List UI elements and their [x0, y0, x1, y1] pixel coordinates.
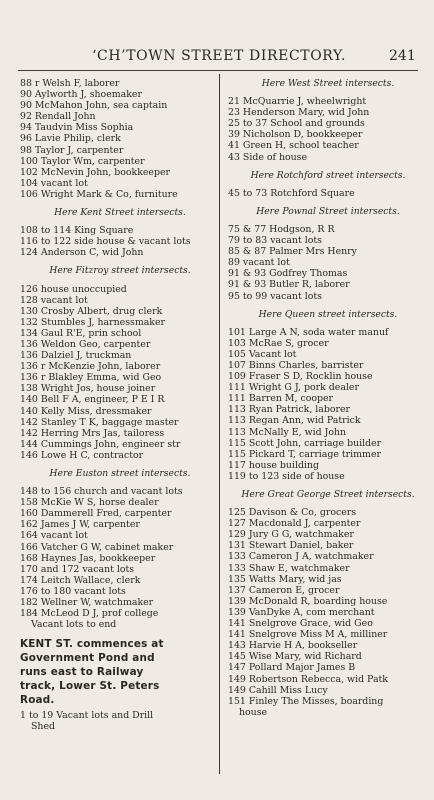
intersection-heading: Here Pownal Street intersects. — [256, 205, 400, 217]
street-heading-line: Government Pond and — [20, 652, 155, 665]
directory-entry: 113 McNally E, wid John — [228, 426, 347, 438]
directory-entry: 96 Lavie Philip, clerk — [20, 133, 121, 145]
directory-entry: 79 to 83 vacant lots — [228, 235, 322, 247]
directory-entry: 166 Vatcher G W, cabinet maker — [20, 541, 174, 553]
directory-entry: 174 Leitch Wallace, clerk — [20, 574, 141, 586]
directory-entry: 117 house building — [228, 459, 320, 471]
right-column — [228, 78, 428, 718]
directory-entry: 162 James J W, carpenter — [20, 519, 140, 531]
directory-entry: 139 McDonald R, boarding house — [228, 595, 388, 607]
directory-entry: 151 Finley The Misses, boarding — [228, 695, 384, 707]
directory-entry: 109 Fraser S D, Rocklin house — [228, 371, 373, 383]
directory-entry: 130 Crosby Albert, drug clerk — [20, 305, 163, 317]
directory-entry: 149 Cahill Miss Lucy — [228, 684, 328, 696]
directory-entry: 124 Anderson C, wid John — [20, 247, 144, 259]
intersection-heading: Here Great George Street intersects. — [241, 489, 415, 500]
directory-entry: 25 to 37 School and grounds — [228, 118, 365, 130]
directory-entry: 133 Cameron J A, watchmaker — [228, 551, 374, 563]
directory-entry: 91 & 93 Butler R, laborer — [228, 279, 350, 291]
intersection-heading: Here Rotchford street intersects. — [250, 169, 406, 181]
directory-entry: 147 Pollard Major James B — [228, 662, 356, 674]
directory-entry: 94 Taudvin Miss Sophia — [20, 122, 134, 134]
directory-entry: 101 Large A N, soda water manuf — [228, 326, 389, 338]
directory-entry: 149 Robertson Rebecca, wid Patk — [228, 673, 388, 685]
directory-entry: 103 McRae S, grocer — [228, 337, 329, 349]
directory-entry-continuation: house — [239, 706, 268, 718]
directory-entry: 127 Macdonald J, carpenter — [228, 518, 361, 530]
directory-entry: 88 r Welsh F, laborer — [20, 78, 120, 89]
directory-entry: 106 Wright Mark & Co, furniture — [20, 188, 178, 200]
directory-entry: 21 McQuarrie J, wheelwright — [228, 96, 367, 108]
directory-entry: 141 Snelgrove Miss M A, milliner — [228, 629, 388, 641]
directory-entry: 113 Regan Ann, wid Patrick — [228, 415, 361, 427]
directory-entry: 134 Gaul R'E, prin school — [20, 327, 142, 339]
intersection-heading: Here Fitzroy street intersects. — [49, 265, 191, 277]
street-heading-line: Road. — [20, 693, 55, 706]
directory-entry: 128 vacant lot — [20, 294, 88, 306]
directory-entry-continuation: Shed — [31, 721, 56, 733]
directory-entry: 41 Green H, school teacher — [228, 140, 359, 152]
directory-entry: 23 Henderson Mary, wid John — [228, 107, 370, 119]
directory-entry: 142 Stanley T K, baggage master — [20, 416, 179, 428]
directory-entry: 113 Ryan Patrick, laborer — [228, 404, 351, 416]
directory-entry: 160 Dammerell Fred, carpenter — [20, 508, 172, 520]
directory-entry: 184 McLeod D J, prof college — [20, 608, 159, 620]
directory-entry: 129 Jury G G, watchmaker — [228, 529, 354, 541]
directory-entry: 90 McMahon John, sea captain — [20, 100, 168, 112]
directory-entry: 136 r Blakley Emma, wid Geo — [20, 372, 162, 384]
directory-entry: 126 house unoccupied — [20, 283, 127, 295]
directory-entry: 75 & 77 Hodgson, R R — [228, 223, 335, 235]
directory-entry: 119 to 123 side of house — [228, 470, 345, 482]
street-heading-line: KENT ST. commences at — [20, 638, 164, 651]
directory-entry: 92 Rendall John — [20, 111, 96, 123]
page-number: 241 — [389, 48, 416, 64]
intersection-heading: Here Queen street intersects. — [258, 308, 398, 320]
street-heading-line: runs east to Railway — [20, 665, 144, 678]
directory-entry: 135 Watts Mary, wid jas — [228, 573, 342, 585]
directory-entry: 140 Kelly Miss, dressmaker — [20, 405, 152, 417]
directory-entry: 116 to 122 side house & vacant lots — [20, 236, 191, 248]
directory-entry: 111 Wright G J, pork dealer — [228, 382, 359, 394]
directory-entry: 100 Taylor Wm, carpenter — [20, 155, 145, 167]
page-title: ‘CH’TOWN STREET DIRECTORY. — [92, 48, 347, 64]
directory-entry: 125 Davison & Co, grocers — [228, 507, 357, 519]
directory-entry-continuation: Vacant lots to end — [31, 619, 117, 631]
directory-entry: 136 Weldon Geo, carpenter — [20, 338, 151, 350]
directory-entry: 170 and 172 vacant lots — [20, 563, 135, 575]
directory-entry: 45 to 73 Rotchford Square — [228, 187, 355, 199]
left-column — [20, 78, 220, 732]
directory-entry: 145 Wise Mary, wid Richard — [228, 651, 362, 663]
page-header — [0, 48, 434, 66]
directory-entry: 107 Binns Charles, barrister — [228, 359, 364, 371]
directory-entry: 143 Harvie H A, bookseller — [228, 640, 358, 652]
directory-entry: 105 Vacant lot — [228, 348, 297, 360]
directory-entry: 139 VanDyke A, com merchant — [228, 606, 375, 618]
directory-entry: 90 Aylworth J, shoemaker — [20, 89, 142, 101]
directory-entry: 148 to 156 church and vacant lots — [20, 486, 183, 498]
directory-entry: 132 Stumbles J, harnessmaker — [20, 316, 166, 328]
directory-entry: 39 Nicholson D, bookkeeper — [228, 129, 363, 141]
intersection-heading: Here Kent Street intersects. — [54, 207, 186, 219]
directory-entry: 140 Bell F A, engineer, P E I R — [20, 394, 165, 406]
street-heading-line: track, Lower St. Peters — [20, 679, 160, 692]
directory-entry: 1 to 19 Vacant lots and Drill — [20, 710, 154, 722]
directory-entry: 108 to 114 King Square — [20, 225, 134, 237]
directory-entry: 95 to 99 vacant lots — [228, 290, 322, 302]
directory-entry: 91 & 93 Godfrey Thomas — [228, 268, 348, 280]
directory-entry: 85 & 87 Palmer Mrs Henry — [228, 246, 357, 258]
directory-entry: 144 Cummings John, engineer str — [20, 438, 181, 450]
directory-entry: 176 to 180 vacant lots — [20, 585, 126, 597]
directory-entry: 43 Side of house — [228, 151, 308, 163]
directory-entry: 141 Snelgrove Grace, wid Geo — [228, 618, 373, 630]
directory-entry: 89 vacant lot — [228, 257, 290, 269]
directory-entry: 102 McNevin John, bookkeeper — [20, 166, 171, 178]
intersection-heading: Here West Street intersects. — [261, 78, 395, 89]
directory-entry: 168 Haynes Jas, bookkeeper — [20, 552, 156, 564]
directory-entry: 104 vacant lot — [20, 177, 88, 189]
directory-entry: 133 Shaw E, watchmaker — [228, 562, 350, 574]
intersection-heading: Here Euston street intersects. — [49, 468, 191, 479]
directory-entry: 98 Taylor J, carpenter — [20, 144, 124, 156]
directory-entry: 115 Pickard T, carriage trimmer — [228, 448, 381, 460]
directory-entry: 182 Wellner W, watchmaker — [20, 597, 154, 609]
directory-entry: 136 r McKenzie John, laborer — [20, 361, 161, 373]
directory-entry: 138 Wright Jos, house joiner — [20, 383, 156, 395]
directory-entry: 137 Cameron E, grocer — [228, 584, 340, 596]
directory-entry: 146 Lowe H C, contractor — [20, 449, 144, 461]
directory-entry: 111 Barren M, cooper — [228, 393, 334, 405]
directory-entry: 164 vacant lot — [20, 530, 88, 542]
header-rule — [18, 70, 418, 71]
street-heading — [20, 638, 220, 707]
directory-entry: 158 McKie W S, horse dealer — [20, 497, 159, 509]
directory-entry: 136 Dalziel J, truckman — [20, 350, 132, 362]
directory-entry: 115 Scott John, carriage builder — [228, 437, 382, 449]
directory-entry: 142 Herring Mrs Jas, tailoress — [20, 427, 165, 439]
directory-entry: 131 Stewart Daniel, baker — [228, 540, 354, 552]
